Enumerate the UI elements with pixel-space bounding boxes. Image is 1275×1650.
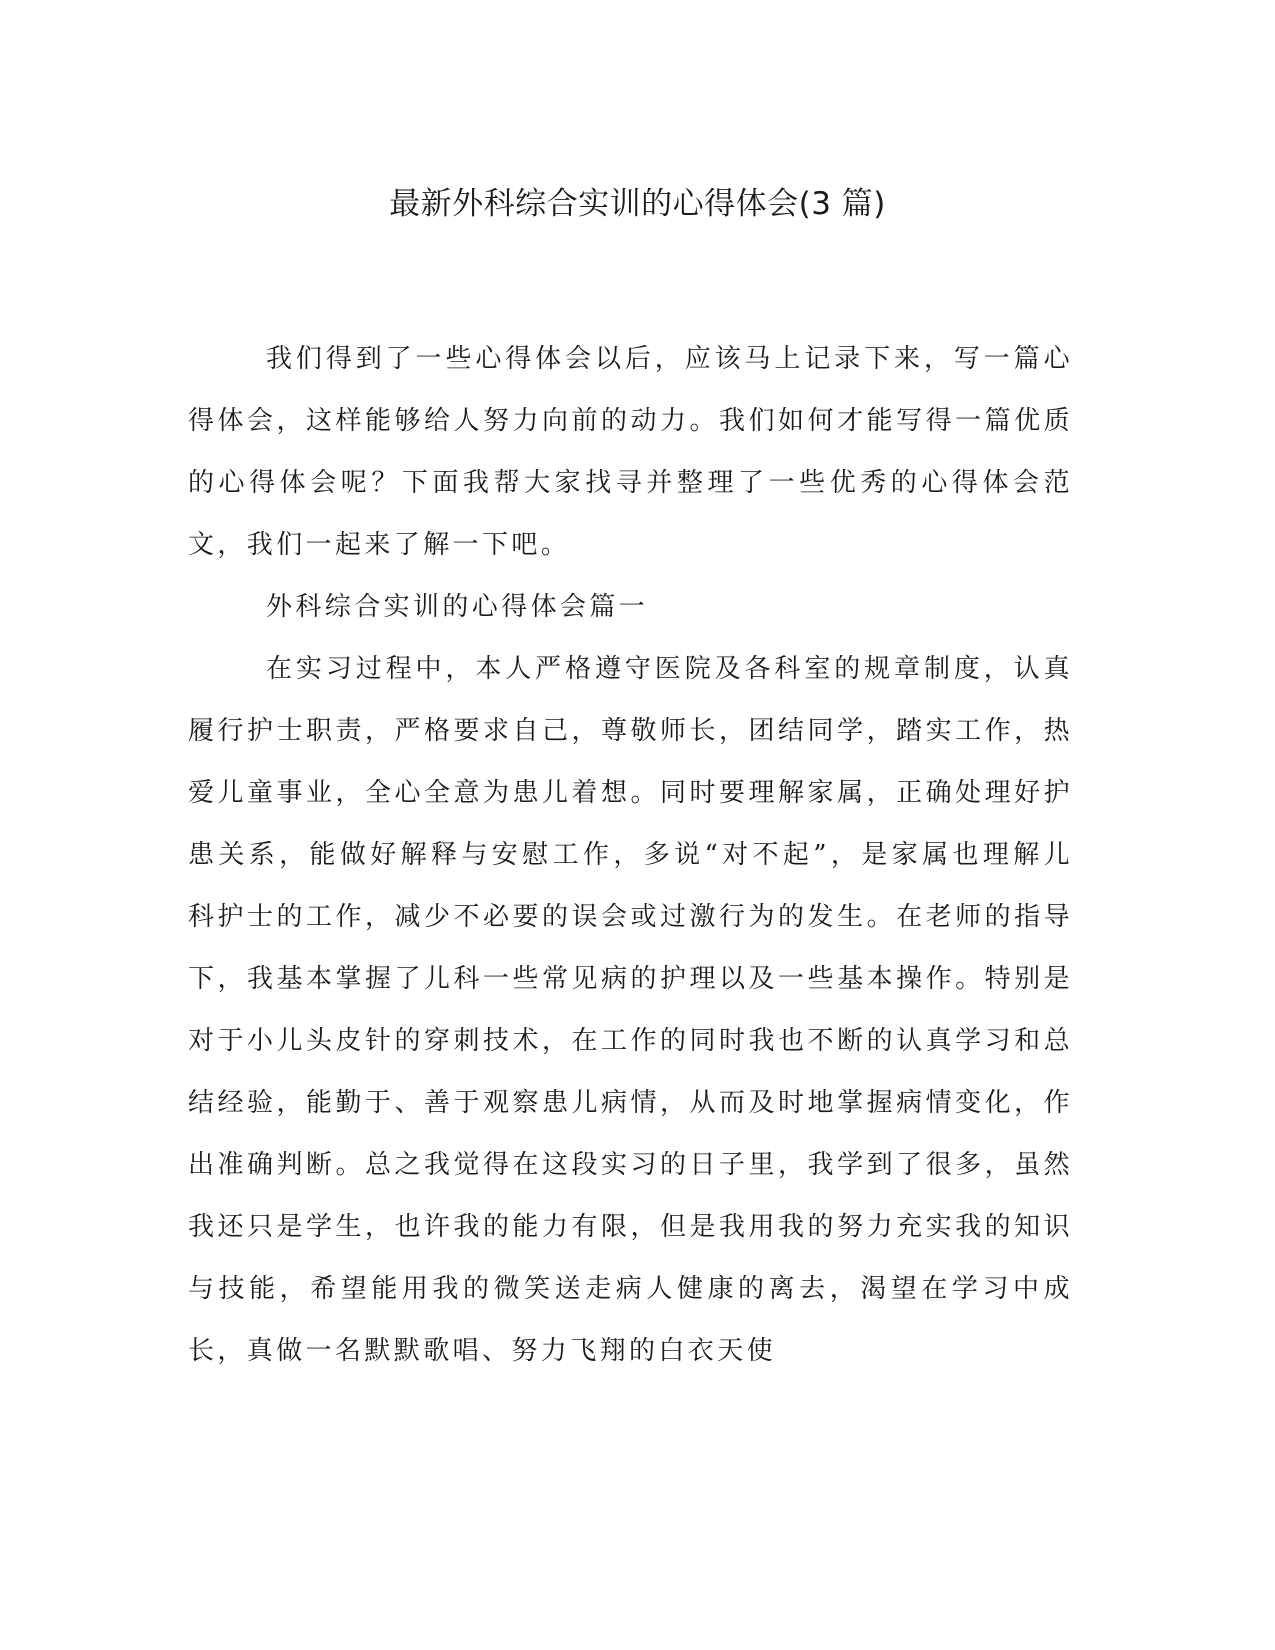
document-body	[188, 328, 1073, 1382]
document-title: 最新外科综合实训的心得体会(3 篇)	[389, 186, 886, 222]
section-heading: 外科综合实训的心得体会篇一	[266, 592, 649, 622]
body-paragraph: 在实习过程中，本人严格遵守医院及各科室的规章制度，认真履行护士职责，严格要求自己，尊敬师长，团结同学，踏实工作，热爱儿童事业，全心全意为患儿着想。同时要理解家属，正确处理好护患关系，能做好解释与安慰工作，多说“对不起”，是家属也理解儿科护士的工作，减少不必要的误会或过激行为的发生。在老师的指导下，我基本掌握了儿科一些常见病的护理以及一些基本操作。特别是对于小儿头皮针的穿刺技术，在工作的同时我也不断的认真学习和总结经验，能勤于、善于观察患儿病情，从而及时地掌握病情变化，作出准确判断。总之我觉得在这段实习的日子里，我学到了很多，虽然我还只是学生，也许我的能力有限，但是我用我的努力充实我的知识与技能，希望能用我的微笑送走病人健康的离去，渴望在学习中成长，真做一名默默歌唱、努力飞翔的白衣天使	[188, 654, 1073, 1366]
intro-paragraph: 我们得到了一些心得体会以后，应该马上记录下来，写一篇心得体会，这样能够给人努力向前的动力。我们如何才能写得一篇优质的心得体会呢？下面我帮大家找寻并整理了一些优秀的心得体会范文，我们一起来了解一下吧。	[188, 344, 1073, 560]
